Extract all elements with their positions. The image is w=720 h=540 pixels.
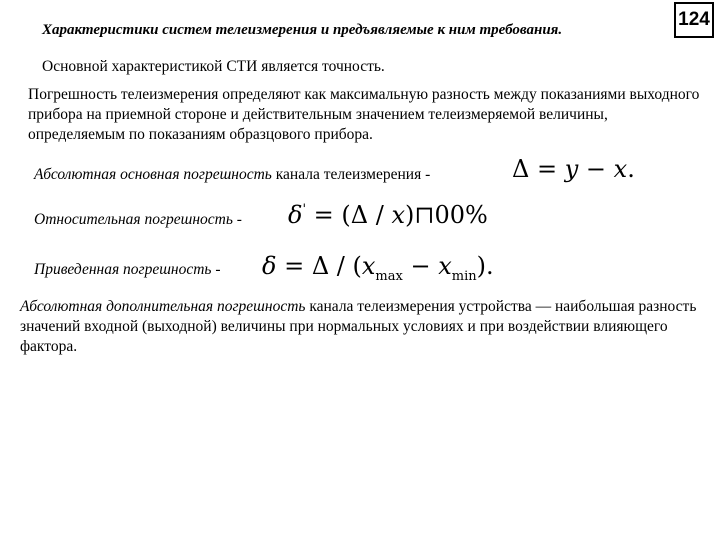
absolute-error-rest: канала телеизмерения -	[271, 166, 431, 183]
small-delta-symbol: δ	[288, 201, 303, 229]
formula-body: = (Δ /	[306, 201, 392, 229]
subscript-min: min	[451, 269, 477, 284]
subscript-max: max	[375, 269, 403, 284]
absolute-error-formula	[512, 155, 635, 183]
absolute-error-line	[34, 166, 430, 184]
slide-title: Характеристики систем телеизмерения и предъявляемые к ним требования.	[42, 22, 563, 38]
delta-symbol: Δ	[512, 155, 530, 183]
additional-error-term: Абсолютная дополнительная погрешность	[20, 298, 306, 315]
reduced-error-line	[34, 261, 221, 279]
absolute-error-term: Абсолютная основная погрешность	[34, 166, 272, 183]
formula-minus: −	[402, 252, 439, 280]
var-y: y	[564, 155, 579, 183]
prime-mark: '	[302, 202, 307, 217]
small-delta-symbol: δ	[262, 252, 277, 280]
reduced-error-formula	[262, 252, 494, 284]
formula-minus: −	[578, 155, 614, 183]
var-x-min: x	[438, 252, 452, 280]
var-x: x	[391, 201, 405, 229]
formula-tail: )⊓00%	[404, 201, 488, 229]
additional-error-paragraph	[20, 297, 715, 357]
var-x: x	[613, 155, 628, 183]
additional-error-rest: канала телеизмерения устройства — наибольшая разность значений входной (выходной) величины при нормальных условиях и при воздействии влияющего фактора.	[20, 298, 697, 355]
relative-error-line	[34, 211, 242, 229]
definition-paragraph: Погрешность телеизмерения определяют как максимальную разность между показаниями выходного прибора на приемной стороне и действительным значением телеизмеряемой величины, определяемым по показаниям образцового прибора.	[28, 86, 700, 143]
intro-text: Основной характеристикой СТИ является точность.	[42, 58, 385, 75]
var-x-max: x	[361, 252, 376, 280]
relative-error-formula	[288, 201, 488, 229]
formula-dot: .	[627, 155, 635, 183]
formula-eq: =	[529, 155, 565, 183]
reduced-error-term: Приведенная погрешность -	[34, 261, 221, 278]
page-number: 124	[674, 2, 714, 38]
relative-error-term: Относительная погрешность -	[34, 211, 242, 228]
formula-body: = Δ / (	[276, 252, 362, 280]
formula-tail: ).	[476, 252, 494, 280]
